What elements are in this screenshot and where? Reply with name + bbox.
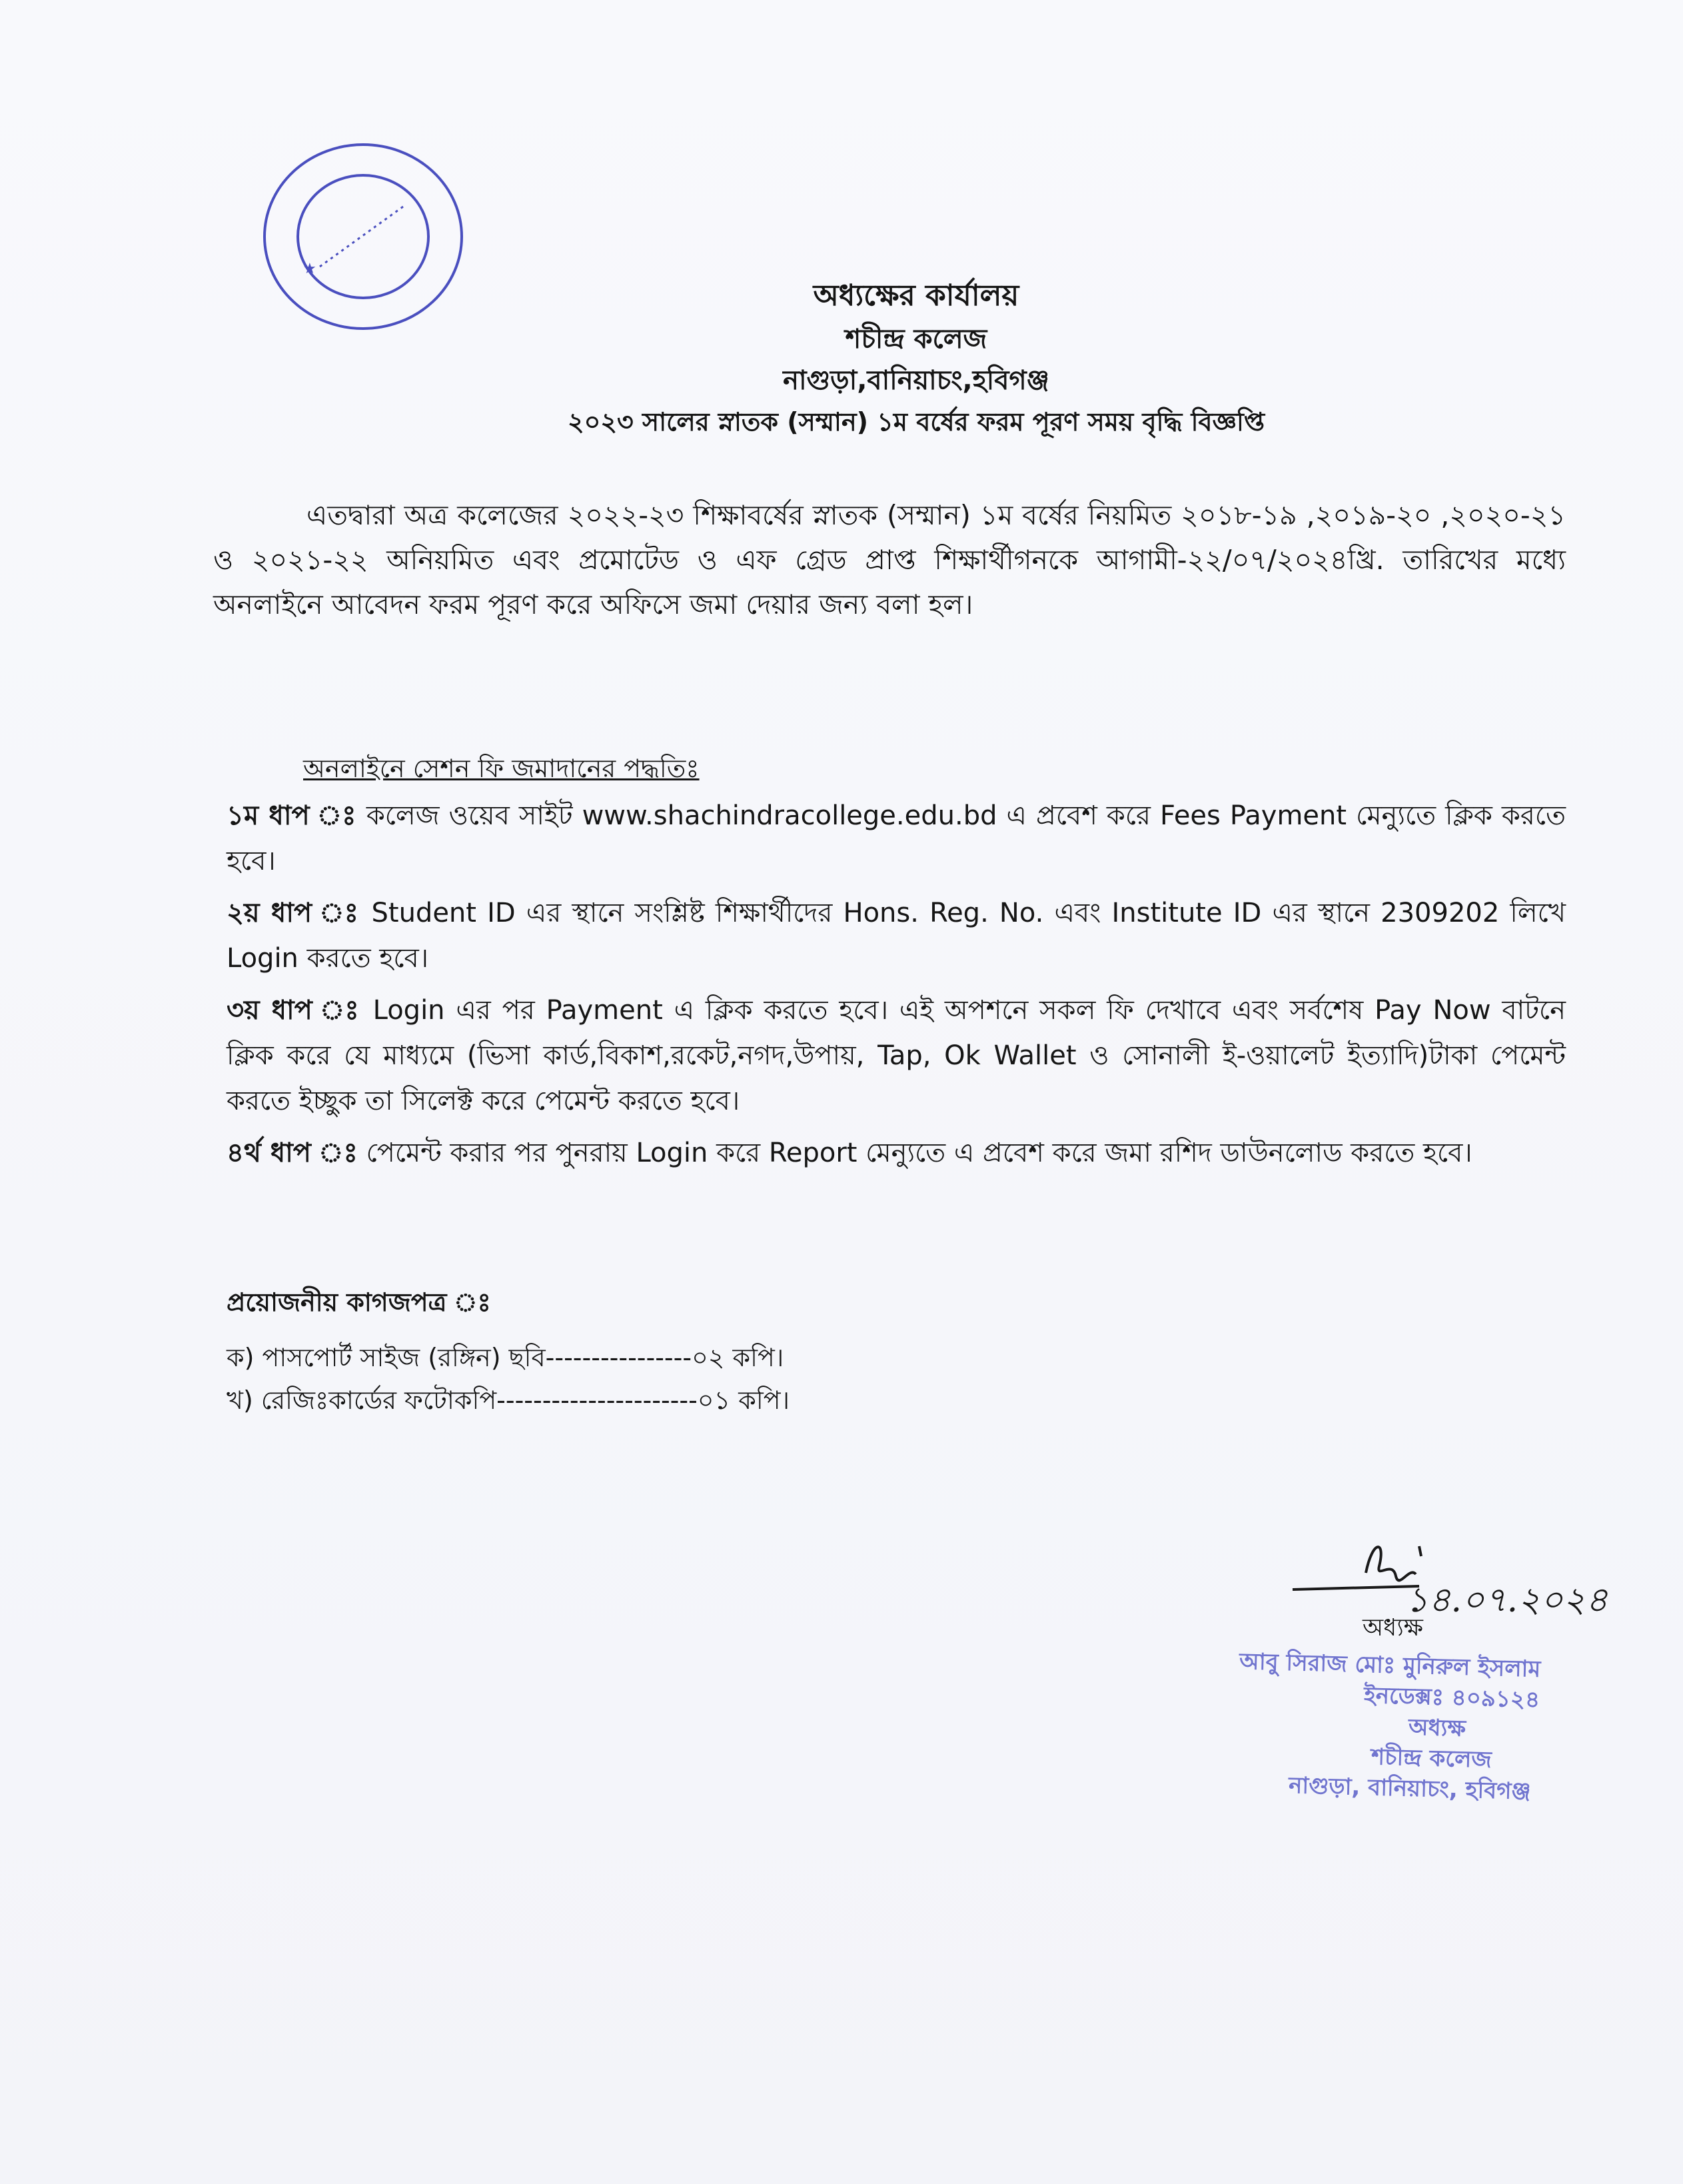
office-title: অধ্যক্ষের কার্যালয় <box>813 279 1019 313</box>
college-seal <box>257 137 470 337</box>
payment-steps <box>227 793 1566 1182</box>
step-text: কলেজ ওয়েব সাইট www.shachindracollege.edu.bd এ প্রবেশ করে Fees Payment মেন্যুতে ক্লিক করতে হবে। <box>227 800 1566 876</box>
step-text: Login এর পর Payment এ ক্লিক করতে হবে। এই অপশনে সকল ফি দেখাবে এবং সর্বশেষ Pay Now বাটনে ক্লিক করে যে মাধ্যমে (ভিসা কার্ড,বিকাশ,রকেট,নগদ,উপায়, Tap, Ok Wallet ও সোনালী ই-ওয়ালেট ইত্যাদি)টাকা পেমেন্ট করতে ইচ্ছুক তা সিলেক্ট করে পেমেন্ট করতে হবে। <box>227 995 1566 1116</box>
signature-date: ১৪.০৭.২০২৪ <box>1406 1580 1608 1620</box>
step-label: ৩য় ধাপ ঃ <box>227 995 362 1026</box>
requirement-item: খ) রেজিঃকার্ডের ফটোকপি----------------------০১ কপি। <box>227 1386 790 1415</box>
stamp-name: আবু সিরাজ মোঃ মুনিরুল ইসলাম <box>1239 1648 1541 1683</box>
method-heading: অনলাইনে সেশন ফি জমাদানের পদ্ধতিঃ <box>303 754 700 783</box>
stamp-index: ইনডেক্সঃ ৪০৯১২৪ <box>1363 1681 1540 1713</box>
stamp-designation: অধ্যক্ষ <box>1408 1713 1466 1742</box>
principal-stamp <box>1191 1645 1541 1807</box>
step-4 <box>227 1130 1566 1176</box>
requirement-item: ক) পাসপোর্ট সাইজ (রঙ্গিন) ছবি----------------০২ কপি। <box>227 1343 784 1372</box>
college-name: শচীন্দ্র কলেজ <box>845 324 987 355</box>
notice-paragraph: এতদ্বারা অত্র কলেজের ২০২২-২৩ শিক্ষাবর্ষের স্নাতক (সম্মান) ১ম বর্ষের নিয়মিত ২০১৮-১৯ ,২০১৯-২০ ,২০২০-২১ ও ২০২১-২২ অনিয়মিত এবং প্রমোটেড ও এফ গ্রেড প্রাপ্ত শিক্ষার্থীগনকে আগামী-২২/০৭/২০২৪খ্রি. তারিখের মধ্যে অনলাইনে আবেদন ফরম পূরণ করে অফিসে জমা দেয়ার জন্য বলা হল। <box>213 499 1566 620</box>
requirements-heading: প্রয়োজনীয় কাগজপত্র ঃ <box>227 1288 491 1317</box>
notice-header <box>466 273 1366 443</box>
college-address: নাগুড়া,বানিয়াচং,হবিগঞ্জ <box>783 365 1049 396</box>
stamp-address: নাগুড়া, বানিয়াচং, হবিগঞ্জ <box>1288 1772 1532 1805</box>
requirements-list <box>227 1336 790 1422</box>
seal-emblem-icon <box>257 137 470 337</box>
step-2 <box>227 890 1566 981</box>
step-label: ৪র্থ ধাপ ঃ <box>227 1138 358 1168</box>
step-text: পেমেন্ট করার পর পুনরায় Login করে Report মেন্যুতে এ প্রবেশ করে জমা রশিদ ডাউনলোড করতে হবে। <box>366 1138 1472 1168</box>
stamp-college: শচীন্দ্র কলেজ <box>1371 1743 1492 1773</box>
signature-title: অধ্যক্ষ <box>1363 1614 1423 1641</box>
step-1 <box>227 793 1566 884</box>
step-3 <box>227 988 1566 1124</box>
step-label: ২য় ধাপ ঃ <box>227 898 361 928</box>
step-label: ১ম ধাপ ঃ <box>227 800 357 831</box>
step-text: Student ID এর স্থানে সংশ্লিষ্ট শিক্ষার্থীদের Hons. Reg. No. এবং Institute ID এর স্থানে 2309202 লিখে Login করতে হবে। <box>227 898 1566 974</box>
svg-text:★: ★ <box>303 261 316 277</box>
notice-subject: ২০২৩ সালের স্নাতক (সম্মান) ১ম বর্ষের ফরম পূরণ সময় বৃদ্ধি বিজ্ঞপ্তি <box>567 407 1265 437</box>
